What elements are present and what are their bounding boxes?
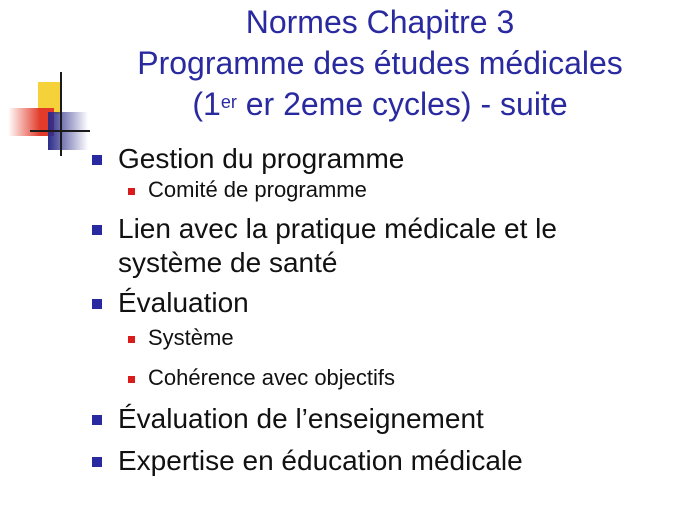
bullet-square-icon [92,415,102,425]
bullet-square-icon [92,225,102,235]
bullet-square-icon [92,457,102,467]
logo-vertical-line [60,72,62,156]
slide-title [100,2,660,125]
sub-bullet-square-icon [128,188,135,195]
sub-bullet-item [90,176,670,204]
sub-bullet-item [90,364,670,392]
sub-bullet-square-icon [128,376,135,383]
bullet-text-continuation: système de santé [118,247,338,278]
bullet-text: Expertise en éducation médicale [118,445,523,476]
title-line-3-post: er 2eme cycles) - suite [236,86,568,122]
sub-bullet-square-icon [128,336,135,343]
bullet-item [90,212,670,280]
title-line-3-pre: (1 [192,86,221,122]
bullet-list [90,142,670,478]
bullet-item [90,286,670,320]
bullet-text: Lien avec la pratique médicale et le [118,213,557,244]
sub-bullet-item [90,324,670,352]
bullet-text: Évaluation de l’enseignement [118,403,484,434]
logo-horizontal-line [30,130,90,132]
bullet-square-icon [92,299,102,309]
bullet-text: Gestion du programme [118,143,405,174]
sub-bullet-text: Comité de programme [148,177,367,202]
title-line-2: Programme des études médicales [137,45,623,81]
bullet-square-icon [92,155,102,165]
sub-bullet-text: Système [148,325,234,350]
title-line-1: Normes Chapitre 3 [245,4,515,40]
bullet-item [90,444,670,478]
bullet-text: Évaluation [118,287,249,318]
bullet-item [90,402,670,436]
title-superscript: er [220,92,237,112]
bullet-item [90,142,670,176]
decorative-logo [0,0,110,160]
sub-bullet-text: Cohérence avec objectifs [148,365,396,390]
title-line-3 [100,84,660,125]
